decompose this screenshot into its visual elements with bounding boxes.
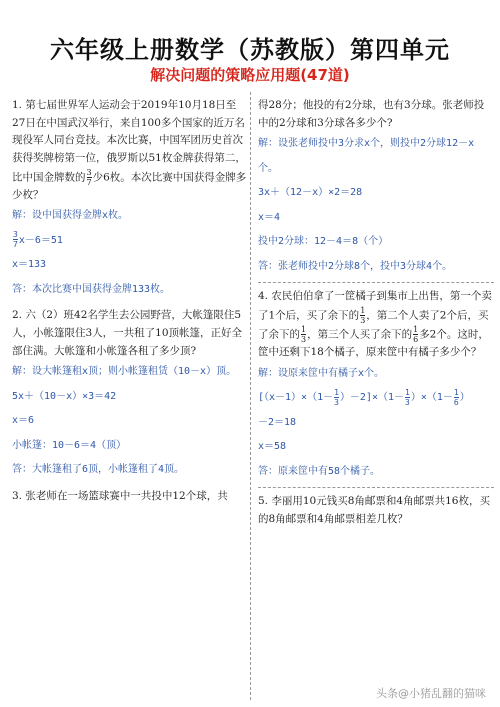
q4-answer-step-2: [258, 386, 494, 411]
page-title: 六年级上册数学（苏教版）第四单元: [50, 35, 450, 64]
fraction-denominator: 7: [86, 177, 92, 187]
watermark: 头条@小猪乱翻的猫咪: [376, 687, 486, 700]
fraction-numerator: 3: [13, 230, 18, 240]
left-column: [12, 92, 248, 505]
q2-answer-final: 答：大帐篷租了6顶，小帐篷租了4顶。: [12, 464, 185, 476]
fraction-1-6: [413, 325, 418, 344]
q4-answer-step-1: 解：设原来筐中有橘子x个。: [258, 367, 385, 379]
fraction-numerator: 1: [405, 387, 410, 397]
q1-answer-step-2: [12, 229, 248, 254]
fraction-1-3: [360, 306, 365, 325]
fraction-numerator: 1: [413, 325, 419, 334]
question-1-text-b: 少6枚。本次比赛中国获得金牌多少枚？: [12, 171, 247, 201]
fraction-1-6: [454, 388, 459, 407]
fraction-numerator: 3: [86, 167, 92, 177]
q3-answer-final: 答：张老师投中2分球8个，投中3分球4个。: [258, 260, 453, 272]
question-5: 5. 李丽用10元钱买8角邮票和4角邮票共16枚，买的8角邮票和4角邮票相差几枚？: [258, 495, 490, 525]
fraction-3-7: [13, 230, 18, 249]
page-subtitle: 解决问题的策略应用题(47道): [150, 66, 350, 84]
question-1-text-a: 1. 第七届世界军人运动会于2019年10月18日至27日在中国武汉举行，来自100多个国家的近万名现役军人同台竞技。本次比赛，中国军团历史首次获得奖牌榜第一位，俄罗斯以51枚金牌获得第二，比中国金牌数的: [12, 99, 246, 183]
question-4: [258, 288, 494, 362]
question-3-continued: 得28分；他投的有2分球，也有3分球。张老师投中的2分球和3分球各多少个?: [258, 99, 485, 129]
q3-answer-step-3: x＝4: [258, 211, 281, 223]
question-4-text-4: 多2个。这时，筐中还剩下18个橘子，原来筐中有橘子多少个？: [258, 328, 489, 359]
fraction-numerator: 1: [360, 305, 366, 315]
question-1: [12, 97, 248, 204]
q4-equation-a: [（x－1）×（1－: [258, 392, 334, 404]
fraction-denominator: 3: [360, 315, 366, 325]
dashed-separator: [258, 282, 494, 283]
column-divider: [250, 92, 251, 700]
q3-answer-step-4: 投中2分球：12－4＝8（个）: [258, 236, 389, 248]
q4-equation-c: ）×（1－: [410, 392, 453, 404]
fraction-denominator: 3: [301, 335, 307, 344]
q4-answer-final: 答：原来筐中有58个橘子。: [258, 465, 381, 477]
q2-answer-step-4: 小帐篷：10－6＝4（顶）: [12, 439, 127, 451]
question-3-start: 3. 张老师在一场篮球赛中一共投中12个球，共: [12, 489, 228, 502]
q2-answer-step-3: x＝6: [12, 415, 35, 427]
fraction-3-7: [87, 168, 92, 187]
q2-answer-step-1: 解：设大帐篷租x顶；则小帐篷租赁（10－x）顶。: [12, 366, 237, 378]
q3-answer-step-2: 3x＋（12－x）×2＝28: [258, 187, 363, 199]
q4-answer-step-4: x＝58: [258, 441, 287, 453]
question-4-text-2: ，第二个人卖了2个后，买了余下的: [258, 309, 489, 341]
question-4-text-1: 4. 农民伯伯拿了一筐橘子到集市上出售，第一个卖了1个后，买了余下的: [258, 290, 492, 322]
q3-answer-step-1: 解：设张老师投中3分求x个，则投中2分球12－x个。: [258, 138, 475, 174]
fraction-1-3: [405, 388, 410, 407]
fraction-denominator: 7: [13, 240, 18, 250]
q4-equation-b: ）－2]×（1－: [339, 392, 405, 404]
q4-answer-step-3: －2＝18: [258, 416, 297, 428]
q2-answer-step-2: 5x＋（10－x）×3＝42: [12, 390, 117, 402]
q1-answer-step-1: 解：设中国获得金牌x枚。: [12, 210, 129, 222]
fraction-denominator: 3: [405, 397, 410, 407]
fraction-numerator: 1: [334, 387, 339, 397]
fraction-1-3: [334, 388, 339, 407]
fraction-numerator: 1: [301, 325, 307, 334]
q1-equation: x－6＝51: [18, 234, 63, 246]
fraction-1-3: [301, 325, 306, 344]
fraction-numerator: 1: [453, 387, 459, 397]
q1-answer-final: 答：本次比赛中国获得金牌133枚。: [12, 283, 171, 295]
question-2: 2. 六（2）班42名学生去公园野营，大帐篷限住5人，小帐篷限住3人，一共租了10顶帐篷，正好全部住满。大帐篷和小帐篷各租了多少顶?: [12, 309, 243, 357]
fraction-denominator: 6: [453, 397, 459, 407]
dashed-separator: [258, 487, 494, 488]
q1-answer-step-3: x＝133: [12, 259, 47, 271]
q4-equation-d: ）: [459, 392, 470, 404]
fraction-denominator: 6: [413, 335, 419, 344]
question-4-text-3: ，第三个人买了余下的: [307, 328, 413, 341]
fraction-denominator: 3: [334, 397, 339, 407]
right-column: [258, 92, 494, 529]
